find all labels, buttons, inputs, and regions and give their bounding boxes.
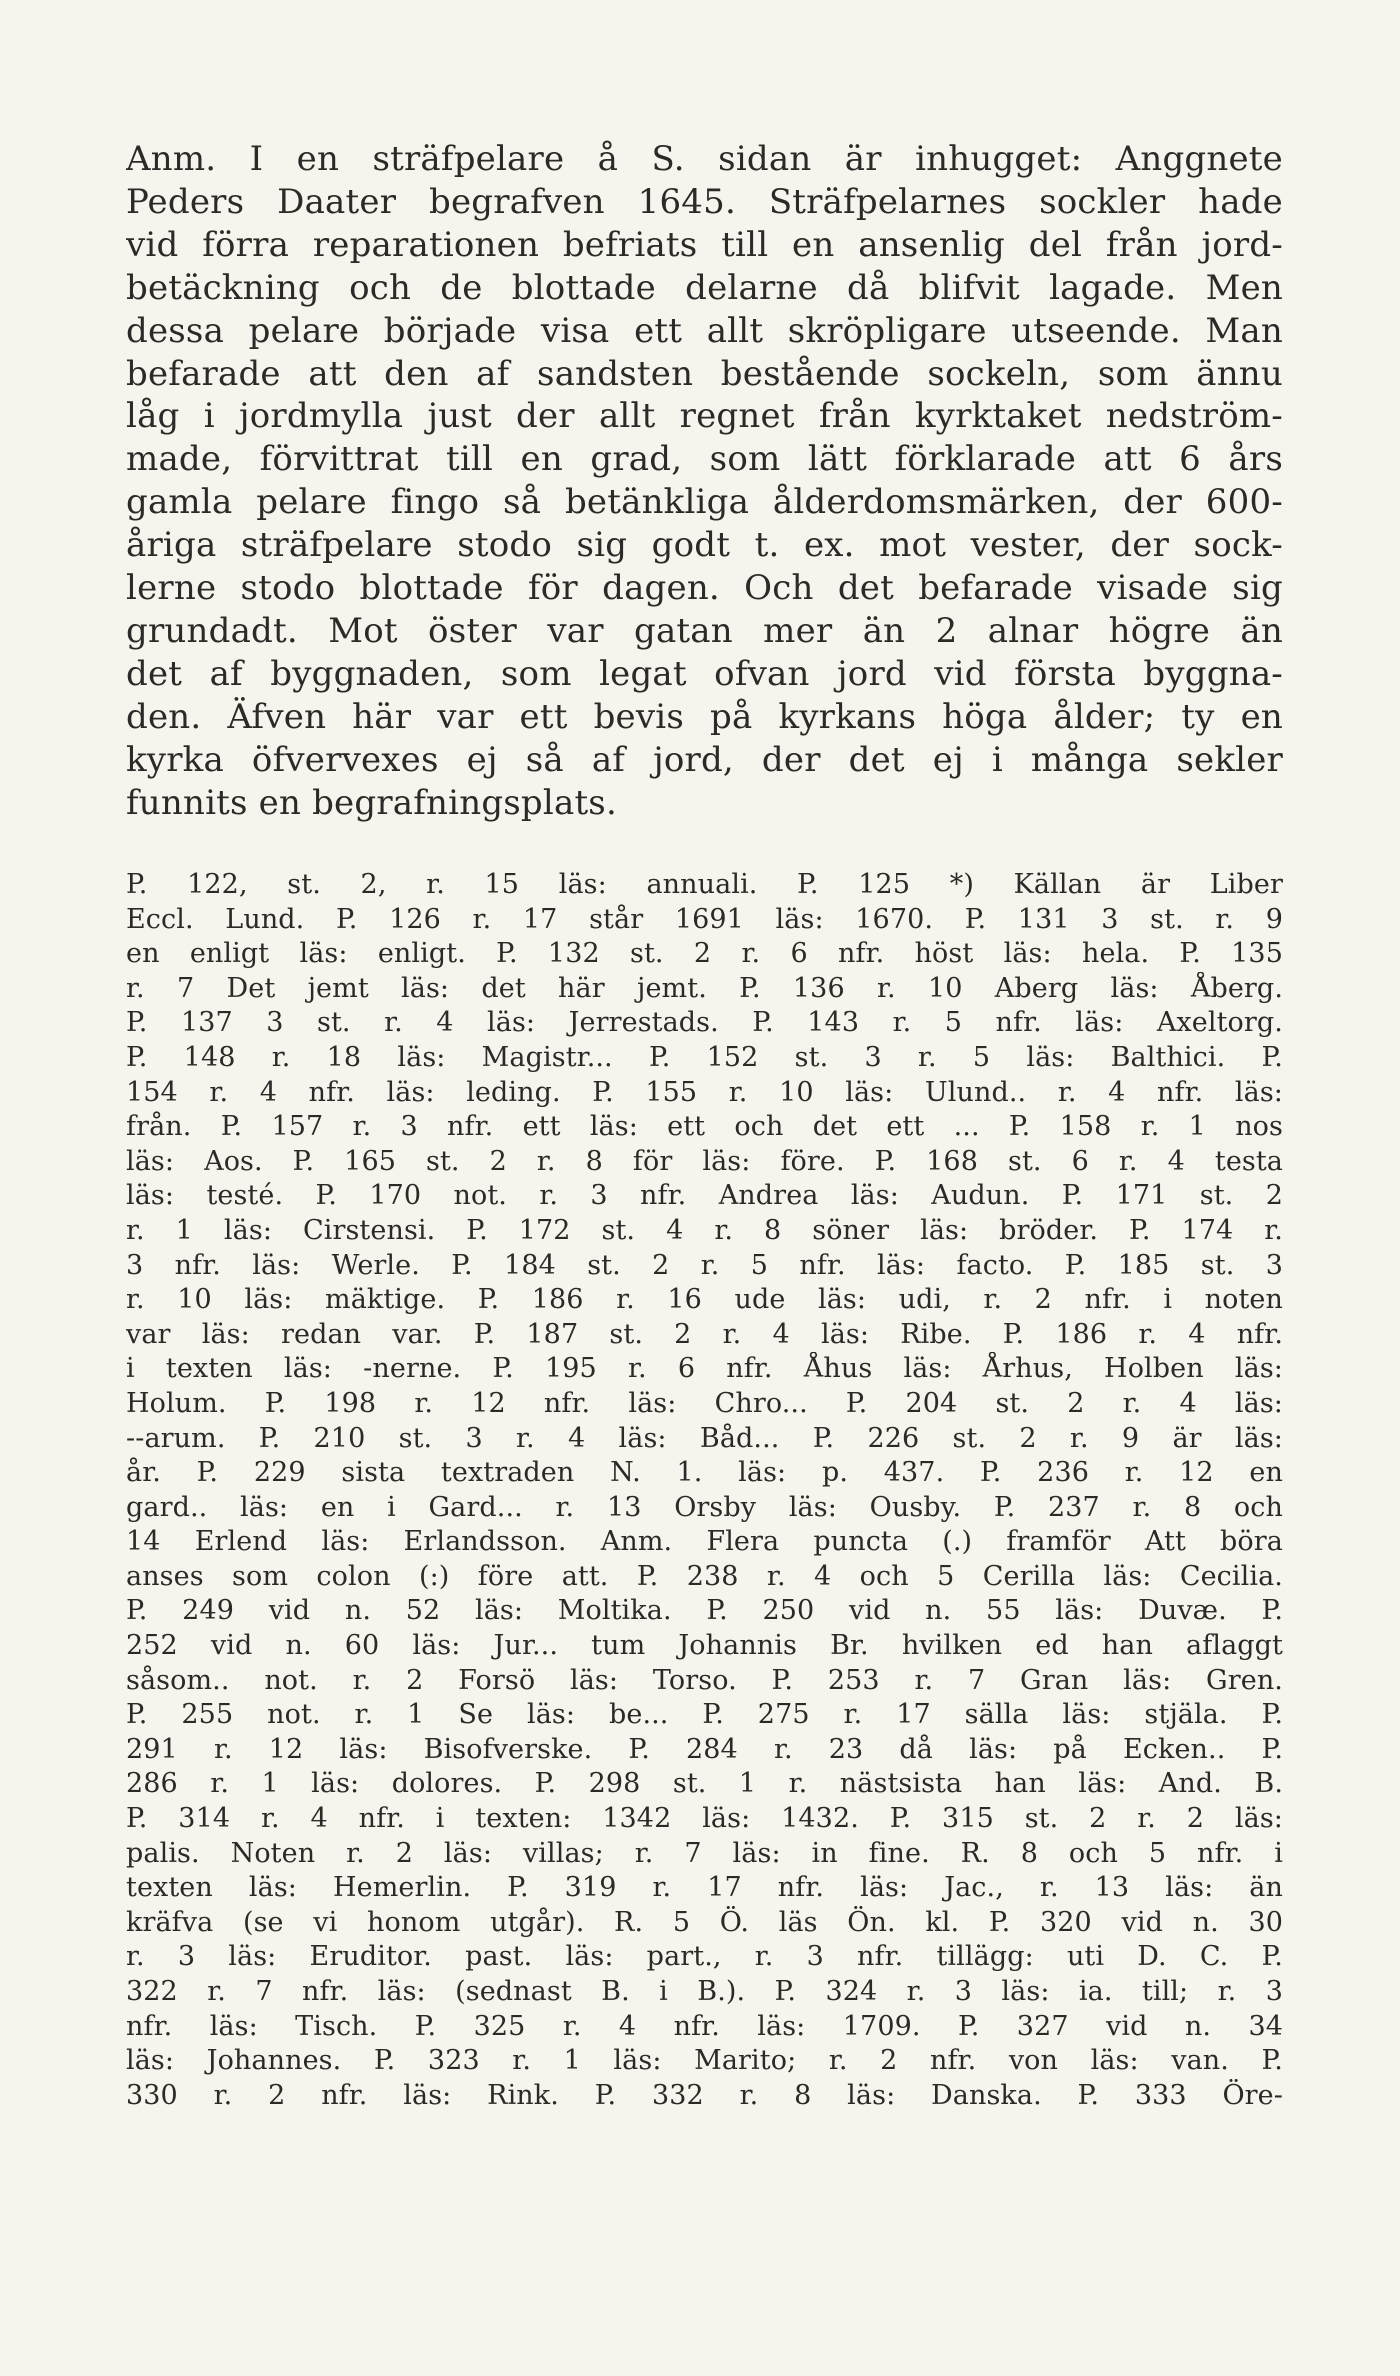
- annotation-line: åriga sträfpelare stodo sig godt t. ex. mot vester, der sock-: [126, 525, 1283, 566]
- errata-line: såsom.. not. r. 2 Forsö läs: Torso. P. 253 r. 7 Gran läs: Gren.: [126, 1664, 1283, 1696]
- errata-line: P. 122, st. 2, r. 15 läs: annuali. P. 125 *) Källan är Liber: [126, 869, 1283, 900]
- errata-line: 291 r. 12 läs: Bisofverske. P. 284 r. 23 då läs: på Ecken.. P.: [126, 1733, 1283, 1765]
- errata-line: år. P. 229 sista textraden N. 1. läs: p. 437. P. 236 r. 12 en: [126, 1457, 1283, 1489]
- errata-line: 330 r. 2 nfr. läs: Rink. P. 332 r. 8 läs: Danska. P. 333 Öre-: [126, 2079, 1283, 2111]
- errata-line: kräfva (se vi honom utgår). R. 5 Ö. läs Ön. kl. P. 320 vid n. 30: [126, 1906, 1283, 1938]
- errata-line: läs: Johannes. P. 323 r. 1 läs: Marito; r. 2 nfr. von läs: van. P.: [126, 2045, 1283, 2077]
- errata-line: r. 3 läs: Eruditor. past. läs: part., r. 3 nfr. tillägg: uti D. C. P.: [126, 1941, 1283, 1973]
- annotation-line: Peders Daater begrafven 1645. Sträfpelarnes sockler hade: [126, 181, 1283, 222]
- annotation-line: gamla pelare fingo så betänkliga ålderdomsmärken, der 600-: [126, 482, 1283, 523]
- errata-line: 154 r. 4 nfr. läs: leding. P. 155 r. 10 läs: Ulund.. r. 4 nfr. läs:: [126, 1076, 1283, 1108]
- annotation-line: betäckning och de blottade delarne då blifvit lagade. Men: [126, 267, 1283, 308]
- errata-line: 14 Erlend läs: Erlandsson. Anm. Flera puncta (.) framför Att böra: [126, 1526, 1283, 1558]
- errata-line: P. 255 not. r. 1 Se läs: be... P. 275 r. 17 sälla läs: stjäla. P.: [126, 1699, 1283, 1731]
- errata-line: från. P. 157 r. 3 nfr. ett läs: ett och det ett ... P. 158 r. 1 nos: [126, 1111, 1283, 1143]
- annotation-line: lerne stodo blottade för dagen. Och det befarade visade sig: [126, 568, 1283, 609]
- annotation-line: dessa pelare började visa ett allt skröpligare utseende. Man: [126, 310, 1283, 351]
- errata-line: r. 7 Det jemt läs: det här jemt. P. 136 r. 10 Aberg läs: Åberg.: [126, 972, 1283, 1004]
- errata-line: var läs: redan var. P. 187 st. 2 r. 4 läs: Ribe. P. 186 r. 4 nfr.: [126, 1318, 1283, 1350]
- errata-line: P. 137 3 st. r. 4 läs: Jerrestads. P. 143 r. 5 nfr. läs: Axeltorg.: [126, 1007, 1283, 1039]
- errata-line: Eccl. Lund. P. 126 r. 17 står 1691 läs: 1670. P. 131 3 st. r. 9: [126, 903, 1283, 935]
- errata-line: P. 148 r. 18 läs: Magistr... P. 152 st. 3 r. 5 läs: Balthici. P.: [126, 1041, 1283, 1073]
- errata-line: 252 vid n. 60 läs: Jur... tum Johannis Br. hvilken ed han aflaggt: [126, 1630, 1283, 1662]
- errata-line: 286 r. 1 läs: dolores. P. 298 st. 1 r. nästsista han läs: And. B.: [126, 1768, 1283, 1800]
- errata-line: läs: testé. P. 170 not. r. 3 nfr. Andrea läs: Audun. P. 171 st. 2: [126, 1180, 1283, 1212]
- errata-line: 322 r. 7 nfr. läs: (sednast B. i B.). P. 324 r. 3 läs: ia. till; r. 3: [126, 1976, 1283, 2007]
- errata-list: [126, 868, 1283, 2113]
- errata-line: P. 314 r. 4 nfr. i texten: 1342 läs: 1432. P. 315 st. 2 r. 2 läs:: [126, 1803, 1283, 1835]
- errata-line: anses som colon (:) före att. P. 238 r. 4 och 5 Cerilla läs: Cecilia.: [126, 1560, 1283, 1592]
- errata-line: 3 nfr. läs: Werle. P. 184 st. 2 r. 5 nfr. läs: facto. P. 185 st. 3: [126, 1249, 1283, 1281]
- errata-line: --arum. P. 210 st. 3 r. 4 läs: Båd... P. 226 st. 2 r. 9 är läs:: [126, 1422, 1283, 1454]
- errata-line: läs: Aos. P. 165 st. 2 r. 8 för läs: före. P. 168 st. 6 r. 4 testa: [126, 1145, 1283, 1177]
- errata-line: texten läs: Hemerlin. P. 319 r. 17 nfr. läs: Jac., r. 13 läs: än: [126, 1872, 1283, 1904]
- errata-line: gard.. läs: en i Gard... r. 13 Orsby läs: Ousby. P. 237 r. 8 och: [126, 1491, 1283, 1523]
- errata-line: P. 249 vid n. 52 läs: Moltika. P. 250 vid n. 55 läs: Duvæ. P.: [126, 1595, 1283, 1627]
- annotation-paragraph: [126, 138, 1283, 825]
- errata-line: en enligt läs: enligt. P. 132 st. 2 r. 6 nfr. höst läs: hela. P. 135: [126, 938, 1283, 970]
- annotation-line: grundadt. Mot öster var gatan mer än 2 alnar högre än: [126, 610, 1283, 651]
- annotation-line: vid förra reparationen befriats till en ansenlig del från jord-: [126, 224, 1283, 265]
- annotation-line: befarade att den af sandsten bestående sockeln, som ännu: [126, 353, 1283, 394]
- annotation-line: den. Äfven här var ett bevis på kyrkans höga ålder; ty en: [126, 696, 1283, 737]
- annotation-line: låg i jordmylla just der allt regnet från kyrktaket nedström-: [126, 396, 1283, 437]
- annotation-line: kyrka öfvervexes ej så af jord, der det ej i många sekler: [126, 739, 1283, 780]
- errata-line: i texten läs: -nerne. P. 195 r. 6 nfr. Åhus läs: Århus, Holben läs:: [126, 1353, 1283, 1385]
- errata-line: Holum. P. 198 r. 12 nfr. läs: Chro... P. 204 st. 2 r. 4 läs:: [126, 1387, 1283, 1419]
- annotation-line: made, förvittrat till en grad, som lätt förklarade att 6 års: [126, 439, 1283, 480]
- errata-line: nfr. läs: Tisch. P. 325 r. 4 nfr. läs: 1709. P. 327 vid n. 34: [126, 2010, 1283, 2042]
- errata-line: r. 10 läs: mäktige. P. 186 r. 16 ude läs: udi, r. 2 nfr. i noten: [126, 1284, 1283, 1316]
- errata-line: r. 1 läs: Cirstensi. P. 172 st. 4 r. 8 söner läs: bröder. P. 174 r.: [126, 1214, 1283, 1246]
- annotation-line: funnits en begrafningsplats.: [126, 782, 617, 823]
- errata-line: palis. Noten r. 2 läs: villas; r. 7 läs: in fine. R. 8 och 5 nfr. i: [126, 1837, 1283, 1869]
- annotation-line: det af byggnaden, som legat ofvan jord vid första byggna-: [126, 653, 1283, 694]
- annotation-line: Anm. I en sträfpelare å S. sidan är inhugget: Anggnete: [126, 139, 1283, 179]
